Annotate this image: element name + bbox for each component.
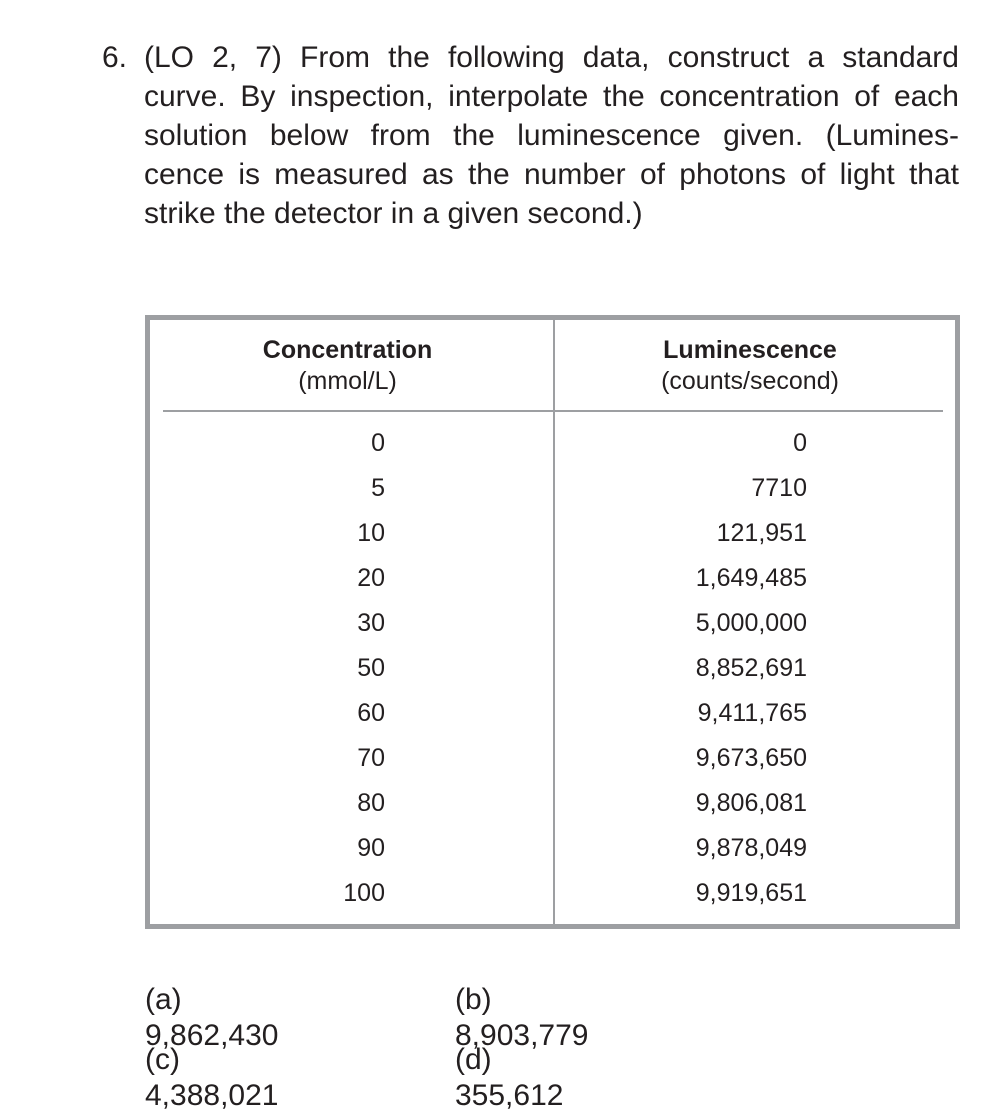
luminescence-cell: 5,000,000 bbox=[695, 609, 807, 637]
concentration-cell: 0 bbox=[371, 429, 385, 457]
header-luminescence-title: Luminescence bbox=[663, 336, 837, 364]
luminescence-cell: 0 bbox=[793, 429, 807, 457]
concentration-cell: 90 bbox=[357, 834, 385, 862]
luminescence-cell: 9,806,081 bbox=[695, 789, 807, 817]
answer-d: (d) 355,612 bbox=[455, 1043, 564, 1112]
table-row bbox=[150, 515, 955, 560]
table-row bbox=[150, 470, 955, 515]
table-row bbox=[150, 740, 955, 785]
header-luminescence-unit: (counts/second) bbox=[661, 367, 839, 395]
concentration-cell: 80 bbox=[357, 789, 385, 817]
answer-c: (c) 4,388,021 bbox=[145, 1043, 279, 1112]
header-concentration-unit: (mmol/L) bbox=[298, 367, 397, 395]
concentration-cell: 100 bbox=[343, 879, 385, 907]
luminescence-cell: 9,411,765 bbox=[697, 699, 807, 727]
concentration-cell: 30 bbox=[357, 609, 385, 637]
table-row bbox=[150, 560, 955, 605]
luminescence-cell: 8,852,691 bbox=[695, 654, 807, 682]
table-row bbox=[150, 785, 955, 830]
concentration-cell: 60 bbox=[357, 699, 385, 727]
table-row bbox=[150, 650, 955, 695]
question-text bbox=[144, 38, 959, 233]
luminescence-cell: 7710 bbox=[751, 474, 807, 502]
data-table bbox=[145, 315, 960, 929]
header-concentration bbox=[250, 335, 445, 397]
concentration-cell: 20 bbox=[357, 564, 385, 592]
table-row bbox=[150, 875, 955, 920]
table-row bbox=[150, 605, 955, 650]
luminescence-cell: 9,919,651 bbox=[695, 879, 807, 907]
answer-a: (a) 9,862,430 bbox=[145, 983, 279, 1052]
concentration-cell: 5 bbox=[371, 474, 385, 502]
concentration-cell: 50 bbox=[357, 654, 385, 682]
table-row bbox=[150, 830, 955, 875]
question-line-1: (LO 2, 7) From the following data, construct a standard bbox=[144, 41, 959, 74]
luminescence-cell: 9,673,650 bbox=[695, 744, 807, 772]
luminescence-cell: 9,878,049 bbox=[695, 834, 807, 862]
question-line-5: strike the detector in a given second.) bbox=[144, 197, 643, 230]
header-rule bbox=[163, 410, 943, 412]
concentration-cell: 70 bbox=[357, 744, 385, 772]
luminescence-cell: 1,649,485 bbox=[695, 564, 807, 592]
question-number: 6. bbox=[102, 41, 128, 74]
header-luminescence bbox=[640, 335, 860, 397]
question-line-2: curve. By inspection, interpolate the concentration of each bbox=[144, 80, 959, 113]
question-line-4: cence is measured as the number of photons of light that bbox=[144, 158, 959, 191]
luminescence-cell: 121,951 bbox=[716, 519, 807, 547]
concentration-cell: 10 bbox=[357, 519, 385, 547]
answer-b: (b) 8,903,779 bbox=[455, 983, 589, 1052]
header-concentration-title: Concentration bbox=[262, 336, 433, 364]
question-line-3: solution below from the luminescence given. (Lumines- bbox=[144, 119, 959, 152]
table-row bbox=[150, 695, 955, 740]
table-row bbox=[150, 425, 955, 470]
